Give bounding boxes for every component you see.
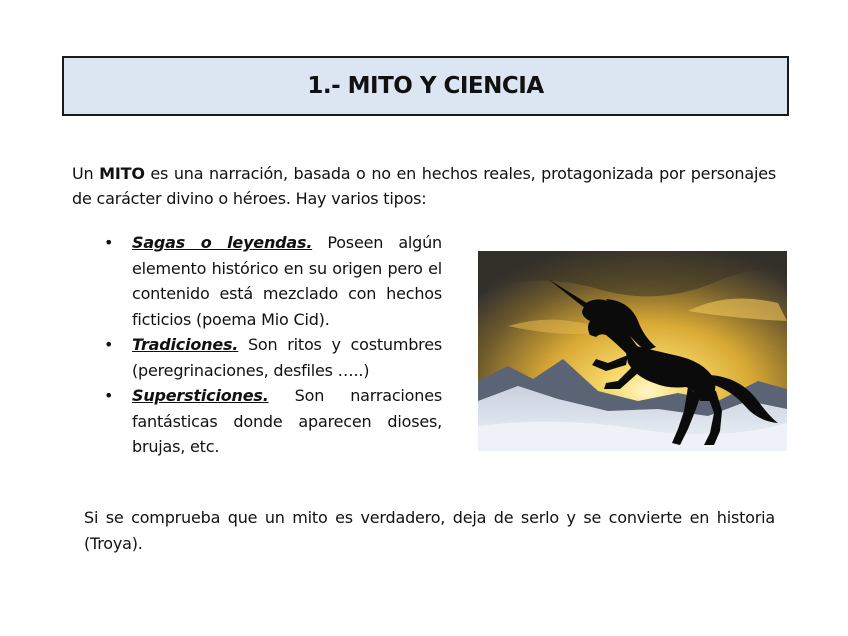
- unicorn-image: [478, 251, 787, 451]
- myth-types-list: [104, 230, 442, 460]
- intro-keyword: MITO: [99, 164, 145, 183]
- type-term: Sagas o leyendas.: [132, 233, 313, 252]
- type-description: Poseen algún elemento histórico en su origen pero el contenido está mezclado con hechos ficticios (poema Mio Cid).: [132, 233, 443, 329]
- list-item: [104, 383, 442, 460]
- slide-title: 1.- MITO Y CIENCIA: [307, 73, 544, 99]
- intro-paragraph: [72, 161, 776, 211]
- list-item: [104, 230, 442, 332]
- closing-paragraph: Si se comprueba que un mito es verdadero, deja de serlo y se convierte en historia (Troya).: [84, 508, 775, 553]
- list-item: [104, 332, 442, 383]
- type-term: Tradiciones.: [132, 335, 239, 354]
- type-description: Son ritos y costumbres (peregrinaciones, desfiles …..): [132, 335, 442, 380]
- intro-prefix: Un: [72, 164, 100, 183]
- type-description: Son narraciones fantásticas donde aparecen dioses, brujas, etc.: [132, 386, 442, 456]
- intro-text: es una narración, basada o no en hechos reales, protagonizada por personajes de carácter divino o héroes. Hay varios tipos:: [72, 164, 776, 208]
- unicorn-illustration: [478, 251, 787, 451]
- type-term: Supersticiones.: [132, 386, 269, 405]
- slide-title-box: [62, 56, 789, 116]
